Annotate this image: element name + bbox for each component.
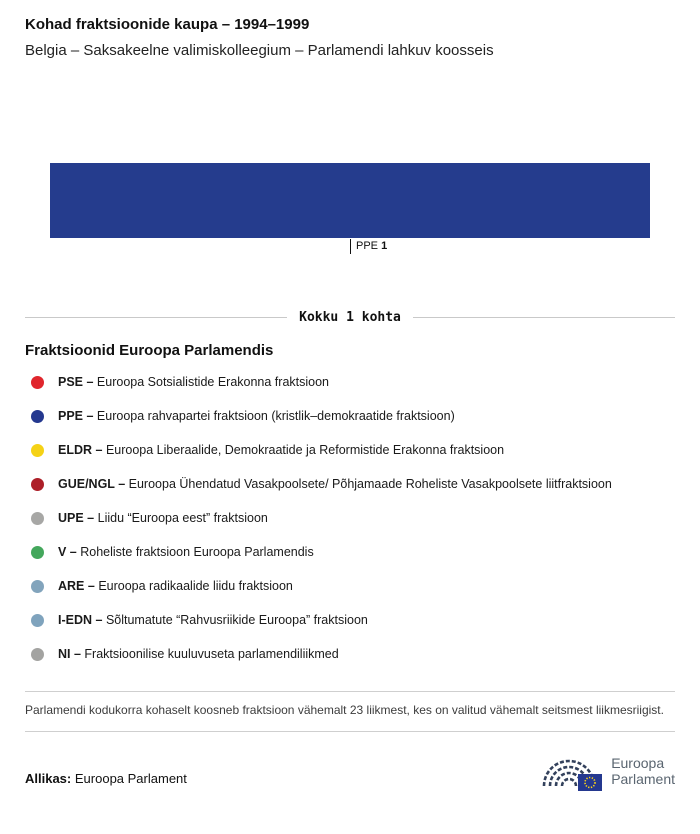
bar-segment-label <box>350 239 387 254</box>
legend-list <box>25 365 675 671</box>
logo-text-line1: Euroopa <box>611 754 665 771</box>
legend-item <box>25 501 675 535</box>
source-value: Euroopa Parlament <box>74 771 187 787</box>
eu-flag-icon <box>578 774 602 791</box>
legend-heading: Fraktsioonid Euroopa Parlamendis <box>25 342 274 359</box>
legend-abbr: PPE – <box>58 409 94 423</box>
legend-color-dot-icon <box>31 376 44 389</box>
legend-abbr: I-EDN – <box>58 613 103 627</box>
divider-line-right <box>413 317 675 318</box>
legend-abbr: ARE – <box>58 579 95 593</box>
page-title: Kohad fraktsioonide kaupa – 1994–1999 <box>25 16 310 33</box>
bar-axis <box>50 238 650 260</box>
legend-abbr: GUE/NGL – <box>58 477 126 491</box>
bar-segment-value: 1 <box>381 240 388 252</box>
legend-color-dot-icon <box>31 410 44 423</box>
legend-item <box>25 365 675 399</box>
divider-top <box>25 691 675 692</box>
legend-abbr: ELDR – <box>58 443 103 457</box>
legend-color-dot-icon <box>31 546 44 559</box>
bar-segment-group: PPE <box>356 240 379 252</box>
legend-color-dot-icon <box>31 512 44 525</box>
legend-color-dot-icon <box>31 614 44 627</box>
legend-desc: Euroopa Sotsialistide Erakonna fraktsioon <box>96 375 330 389</box>
legend-desc: Euroopa Ühendatud Vasakpoolsete/ Põhjamaade Roheliste Vasakpoolsete liitfraktsioon <box>128 477 612 491</box>
infographic-page <box>0 16 700 834</box>
logo-text-line2: Parlament <box>611 771 675 788</box>
legend-item <box>25 603 675 637</box>
legend-abbr: UPE – <box>58 511 95 525</box>
legend-desc: Euroopa Liberaalide, Demokraatide ja Reformistide Erakonna fraktsioon <box>105 443 505 457</box>
seat-bar-chart <box>50 163 650 238</box>
hemicycle-icon <box>540 750 602 792</box>
source-row <box>25 750 675 792</box>
page-subtitle: Belgia – Saksakeelne valimiskolleegium – Parlamendi lahkuv koosseis <box>25 42 494 59</box>
legend-desc: Liidu “Euroopa eest” fraktsioon <box>97 511 268 525</box>
legend-desc: Roheliste fraktsioon Euroopa Parlamendis <box>80 545 314 559</box>
legend-item <box>25 467 675 501</box>
legend-color-dot-icon <box>31 580 44 593</box>
legend-color-dot-icon <box>31 444 44 457</box>
legend-item <box>25 535 675 569</box>
logo-text <box>611 755 675 788</box>
divider-bottom <box>25 731 675 732</box>
total-seats-label: Kokku 1 kohta <box>299 310 401 325</box>
european-parliament-logo <box>540 750 675 792</box>
legend-item <box>25 637 675 671</box>
legend-item <box>25 433 675 467</box>
bar-segment-ppe <box>50 163 650 238</box>
legend-abbr: V – <box>58 545 77 559</box>
legend-desc: Euroopa radikaalide liidu fraktsioon <box>98 579 293 593</box>
legend-desc: Euroopa rahvapartei fraktsioon (kristlik–demokraatide fraktsioon) <box>96 409 455 423</box>
divider-line-left <box>25 317 287 318</box>
total-seats-row <box>25 310 675 325</box>
legend-item <box>25 399 675 433</box>
legend-desc: Sõltumatute “Rahvusriikide Euroopa” fraktsioon <box>105 613 368 627</box>
footnote: Parlamendi kodukorra kohaselt koosneb fraktsioon vähemalt 23 liikmest, kes on valitud vähemalt seitsmest liikmesriigist. <box>25 703 664 717</box>
legend-abbr: NI – <box>58 647 81 661</box>
source-label: Allikas: <box>25 771 72 787</box>
source-text <box>25 771 187 792</box>
legend-color-dot-icon <box>31 648 44 661</box>
legend-desc: Fraktsioonilise kuuluvuseta parlamendiliikmed <box>84 647 339 661</box>
legend-abbr: PSE – <box>58 375 94 389</box>
legend-color-dot-icon <box>31 478 44 491</box>
legend-item <box>25 569 675 603</box>
